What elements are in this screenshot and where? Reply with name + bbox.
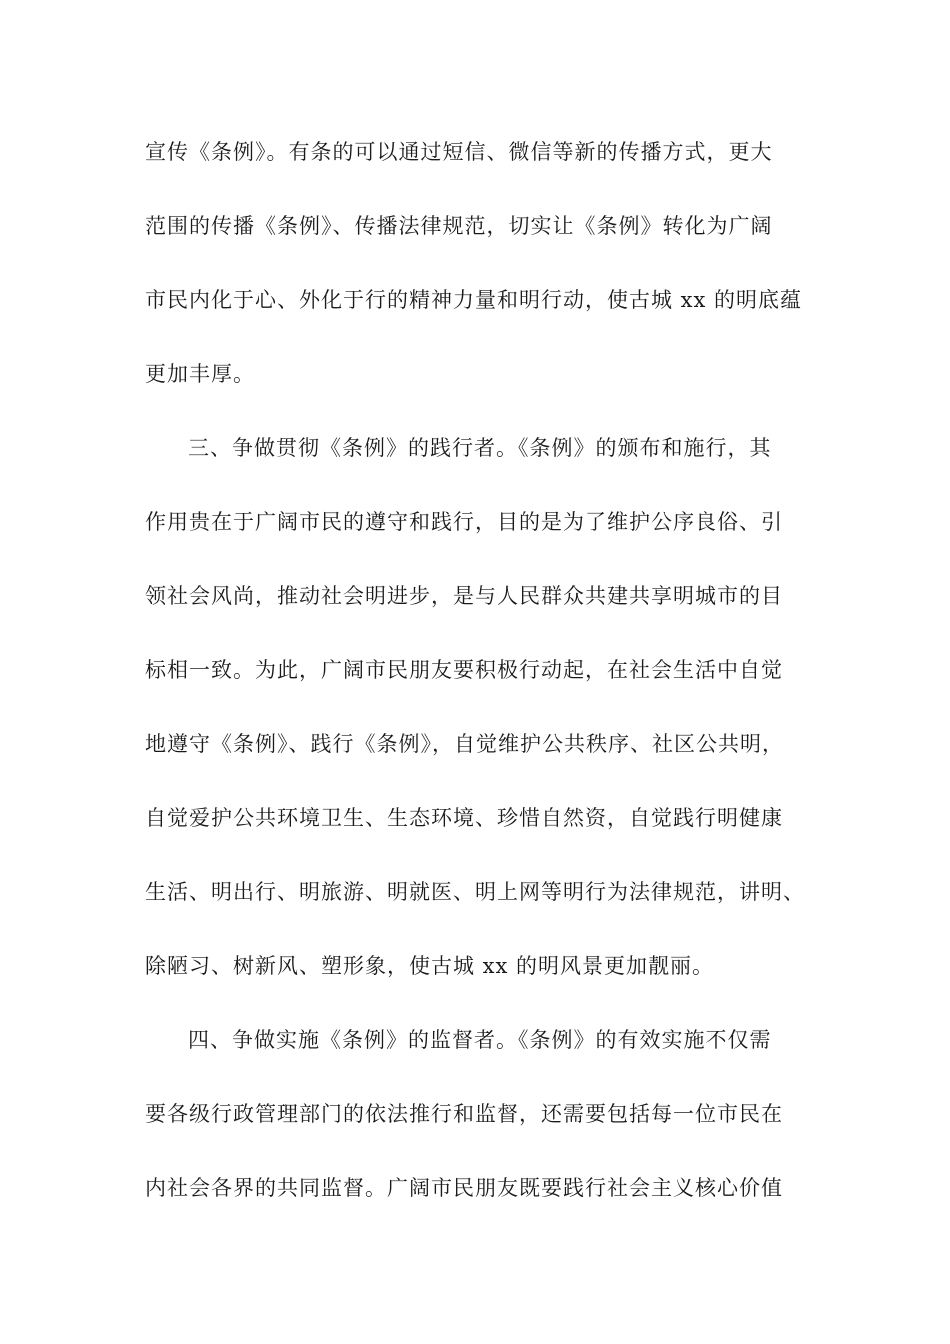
text-line: 自觉爱护公共环境卫生、生态环境、珍惜自然资，自觉践行明健康 [145, 806, 783, 830]
text-line: 范围的传播《条例》、传播法律规范，切实让《条例》转化为广阔 [145, 214, 773, 238]
text-line: 领社会风尚，推动社会明进步，是与人民群众共建共享明城市的目 [145, 584, 783, 608]
paragraph-start-line: 四、争做实施《条例》的监督者。《条例》的有效实施不仅需 [188, 1028, 772, 1052]
text-line: 宣传《条例》。有条的可以通过短信、微信等新的传播方式，更大 [145, 140, 773, 164]
text-line: 更加丰厚。 [145, 362, 255, 386]
paragraph-start-line: 三、争做贯彻《条例》的践行者。《条例》的颁布和施行，其 [188, 436, 772, 460]
text-line: 除陋习、树新风、塑形象，使古城 xx 的明风景更加靓丽。 [145, 954, 715, 978]
text-line: 市民内化于心、外化于行的精神力量和明行动，使古城 xx 的明底蕴 [145, 288, 803, 312]
text-line: 要各级行政管理部门的依法推行和监督，还需要包括每一位市民在 [145, 1102, 783, 1126]
text-line: 标相一致。为此，广阔市民朋友要积极行动起，在社会生活中自觉 [145, 658, 783, 682]
text-line: 作用贵在于广阔市民的遵守和践行，目的是为了维护公序良俗、引 [145, 510, 783, 534]
text-line: 内社会各界的共同监督。广阔市民朋友既要践行社会主义核心价值 [145, 1176, 783, 1200]
text-line: 地遵守《条例》、践行《条例》，自觉维护公共秩序、社区公共明， [145, 732, 784, 756]
text-line: 生活、明出行、明旅游、明就医、明上网等明行为法律规范，讲明、 [145, 880, 805, 904]
